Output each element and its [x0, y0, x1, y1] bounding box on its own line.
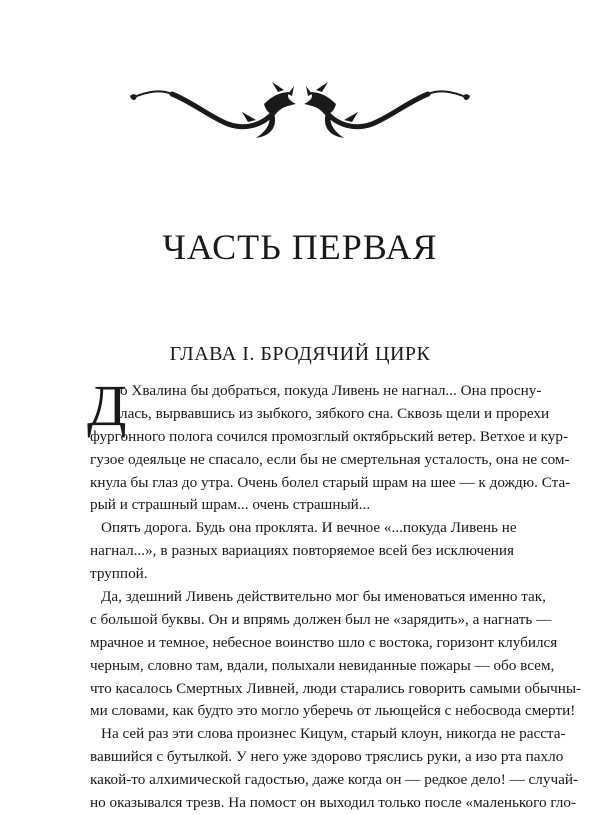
- text-line: На сей раз эти слова произнес Кицум, старый клоун, никогда не расста-: [101, 725, 566, 743]
- body-text: [87, 373, 582, 815]
- drop-cap: Д: [87, 373, 127, 438]
- text-line: черным, словно там, вдали, полыхали невиданные пожары — обо всем,: [90, 656, 555, 674]
- text-line: что касалось Смертных Ливней, люди старались говорить самыми обычны-: [90, 679, 582, 697]
- text-line: какой-то алхимической гадостью, даже когда он — редкое дело! — случай-: [90, 771, 579, 789]
- text-line: но оказывался трезв. На помост он выходил только после «маленького гло-: [90, 794, 577, 812]
- text-line: труппой.: [90, 565, 148, 583]
- text-line: фургонного полога сочился промозглый октябрьский ветер. Ветхое и кур-: [90, 427, 569, 445]
- text-line: лась, вырвавшись из зыбкого, зябкого сна. Сквозь щели и прорехи: [120, 404, 550, 422]
- text-line: вавшийся с бутылкой. У него уже здорово тряслись руки, а изо рта пахло: [90, 748, 564, 766]
- text-line: гузое одеяльце не спасало, если бы не смертельная усталость, она не сом-: [90, 450, 570, 468]
- text-line: нагнал...», в разных вариациях повторяемое всей без исключения: [90, 542, 514, 560]
- twin-dragon-ornament-icon: [128, 82, 472, 142]
- text-line: кнула бы глаз до утра. Очень болел старый шрам на шее — к дождю. Ста-: [90, 473, 571, 491]
- text-line: ми словами, как будто это могло уберечь от льющейся с небосвода смерти!: [90, 702, 576, 720]
- text-line: мрачное и темное, небесное воинство шло с востока, горизонт клубился: [90, 633, 558, 651]
- right-dragon-icon: [304, 82, 470, 138]
- text-line: Опять дорога. Будь она проклята. И вечное «...покуда Ливень не: [101, 519, 517, 537]
- text-line: рый и страшный шрам... очень страшный...: [90, 496, 371, 514]
- text-line: Да, здешний Ливень действительно мог бы именоваться именно так,: [101, 588, 546, 606]
- text-line: с большой буквы. Он и впрямь должен был не «зарядить», а нагнать —: [90, 610, 552, 628]
- chapter-title: ГЛАВА I. БРОДЯЧИЙ ЦИРК: [169, 343, 431, 365]
- part-title: ЧАСТЬ ПЕРВАЯ: [162, 227, 438, 267]
- left-dragon-icon: [130, 82, 296, 138]
- text-line: о Хвалина бы добраться, покуда Ливень не нагнал... Она просну-: [120, 382, 542, 399]
